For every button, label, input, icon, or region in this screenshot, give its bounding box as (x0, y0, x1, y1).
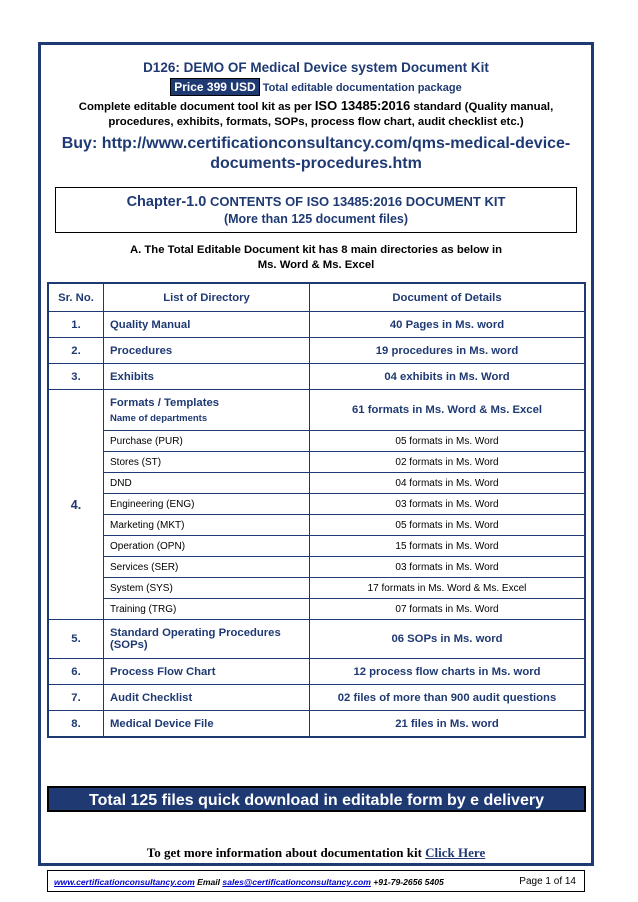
footer-phone: +91-79-2656 5405 (370, 877, 444, 887)
row-details: 61 formats in Ms. Word & Ms. Excel (310, 390, 586, 431)
row-directory: Exhibits (104, 364, 310, 390)
kit-description (41, 98, 591, 130)
table-row (48, 338, 585, 364)
department-formats: 03 formats in Ms. Word (310, 494, 586, 515)
row-number: 8. (48, 711, 104, 738)
department: DND (104, 473, 310, 494)
department-formats: 05 formats in Ms. Word (310, 431, 586, 452)
formats-title: Formats / Templates (110, 396, 220, 409)
department-formats: 02 formats in Ms. Word (310, 452, 586, 473)
row-details: 12 process flow charts in Ms. word (310, 659, 586, 685)
department: Operation (OPN) (104, 536, 310, 557)
footer-email-label: Email (194, 877, 223, 887)
sub-row (48, 557, 585, 578)
col-header-details: Document of Details (310, 283, 586, 312)
sub-row (48, 578, 585, 599)
chapter-subtitle: (More than 125 document files) (223, 212, 409, 226)
table-row (48, 364, 585, 390)
department: System (SYS) (104, 578, 310, 599)
row-directory: Audit Checklist (104, 685, 310, 711)
desc-part1: Complete editable document tool kit as per (78, 101, 315, 113)
department-formats: 15 formats in Ms. Word (310, 536, 586, 557)
row-number: 7. (48, 685, 104, 711)
row-details: 04 exhibits in Ms. Word (310, 364, 586, 390)
row-details: 40 Pages in Ms. word (310, 312, 586, 338)
price-note: Total editable documentation package (262, 82, 462, 94)
department-formats: 17 formats in Ms. Word & Ms. Excel (310, 578, 586, 599)
more-info (41, 845, 591, 861)
contents-table (47, 282, 586, 738)
department: Engineering (ENG) (104, 494, 310, 515)
row-number: 1. (48, 312, 104, 338)
department: Services (SER) (104, 557, 310, 578)
price-badge: Price 399 USD (170, 78, 259, 96)
table-row (48, 312, 585, 338)
sub-row (48, 536, 585, 557)
row-directory (104, 390, 310, 431)
table-header-row (48, 283, 585, 312)
table-row (48, 711, 585, 738)
footer-site-link[interactable]: www.certificationconsultancy.com (54, 877, 195, 887)
row-details: 06 SOPs in Ms. word (310, 620, 586, 659)
department-formats: 04 formats in Ms. Word (310, 473, 586, 494)
col-header-directory: List of Directory (104, 283, 310, 312)
footer-email-link[interactable]: sales@certificationconsultancy.com (222, 877, 371, 887)
chapter-heading (56, 193, 576, 211)
sub-row (48, 515, 585, 536)
page-frame (38, 42, 594, 887)
department: Purchase (PUR) (104, 431, 310, 452)
desc-iso: ISO 13485:2016 (314, 98, 411, 113)
row-number: 5. (48, 620, 104, 659)
chapter-box (55, 187, 577, 233)
row-number: 2. (48, 338, 104, 364)
sub-row (48, 431, 585, 452)
department-formats: 05 formats in Ms. Word (310, 515, 586, 536)
total-banner: Total 125 files quick download in editable form by e delivery (47, 786, 586, 812)
row-directory: Medical Device File (104, 711, 310, 738)
intro-line-2: Ms. Word & Ms. Excel (257, 259, 375, 271)
header (41, 59, 591, 174)
doc-title: D126: DEMO OF Medical Device system Document Kit (143, 60, 489, 75)
department: Training (TRG) (104, 599, 310, 620)
intro-text (41, 243, 591, 273)
sub-row (48, 452, 585, 473)
department-formats: 03 formats in Ms. Word (310, 557, 586, 578)
more-info-text: To get more information about documentation kit (146, 845, 426, 860)
col-header-sr: Sr. No. (48, 283, 104, 312)
department: Stores (ST) (104, 452, 310, 473)
department-formats: 07 formats in Ms. Word (310, 599, 586, 620)
row-directory: Standard Operating Procedures (SOPs) (104, 620, 310, 659)
row-number: 3. (48, 364, 104, 390)
row-details: 02 files of more than 900 audit questions (310, 685, 586, 711)
row-number: 6. (48, 659, 104, 685)
desc-part2: standard (Quality manual, procedures, exhibits, formats, SOPs, process flow chart, audit checklist etc.) (108, 101, 554, 128)
table-row (48, 620, 585, 659)
row-directory: Quality Manual (104, 312, 310, 338)
table-row (48, 390, 585, 431)
sub-row (48, 494, 585, 515)
page-number: Page 1 of 14 (519, 876, 576, 887)
table-row (48, 659, 585, 685)
sub-row (48, 473, 585, 494)
row-directory: Procedures (104, 338, 310, 364)
row-directory: Process Flow Chart (104, 659, 310, 685)
row-details: 19 procedures in Ms. word (310, 338, 586, 364)
row-details: 21 files in Ms. word (310, 711, 586, 738)
chapter-title: CONTENTS OF ISO 13485:2016 DOCUMENT KIT (206, 194, 506, 209)
departments-note: Name of departments (110, 412, 208, 424)
price-line (41, 78, 591, 96)
row-number: 4. (48, 390, 104, 620)
table-row (48, 685, 585, 711)
click-here-link[interactable]: Click Here (425, 845, 486, 860)
footer (47, 870, 585, 892)
buy-link[interactable]: Buy: http://www.certificationconsultancy.com/qms-medical-device-documents-procedures.htm (61, 135, 571, 172)
intro-line-1: A. The Total Editable Document kit has 8 main directories as below in (129, 244, 503, 256)
sub-row (48, 599, 585, 620)
chapter-number: Chapter-1.0 (126, 194, 207, 210)
department: Marketing (MKT) (104, 515, 310, 536)
